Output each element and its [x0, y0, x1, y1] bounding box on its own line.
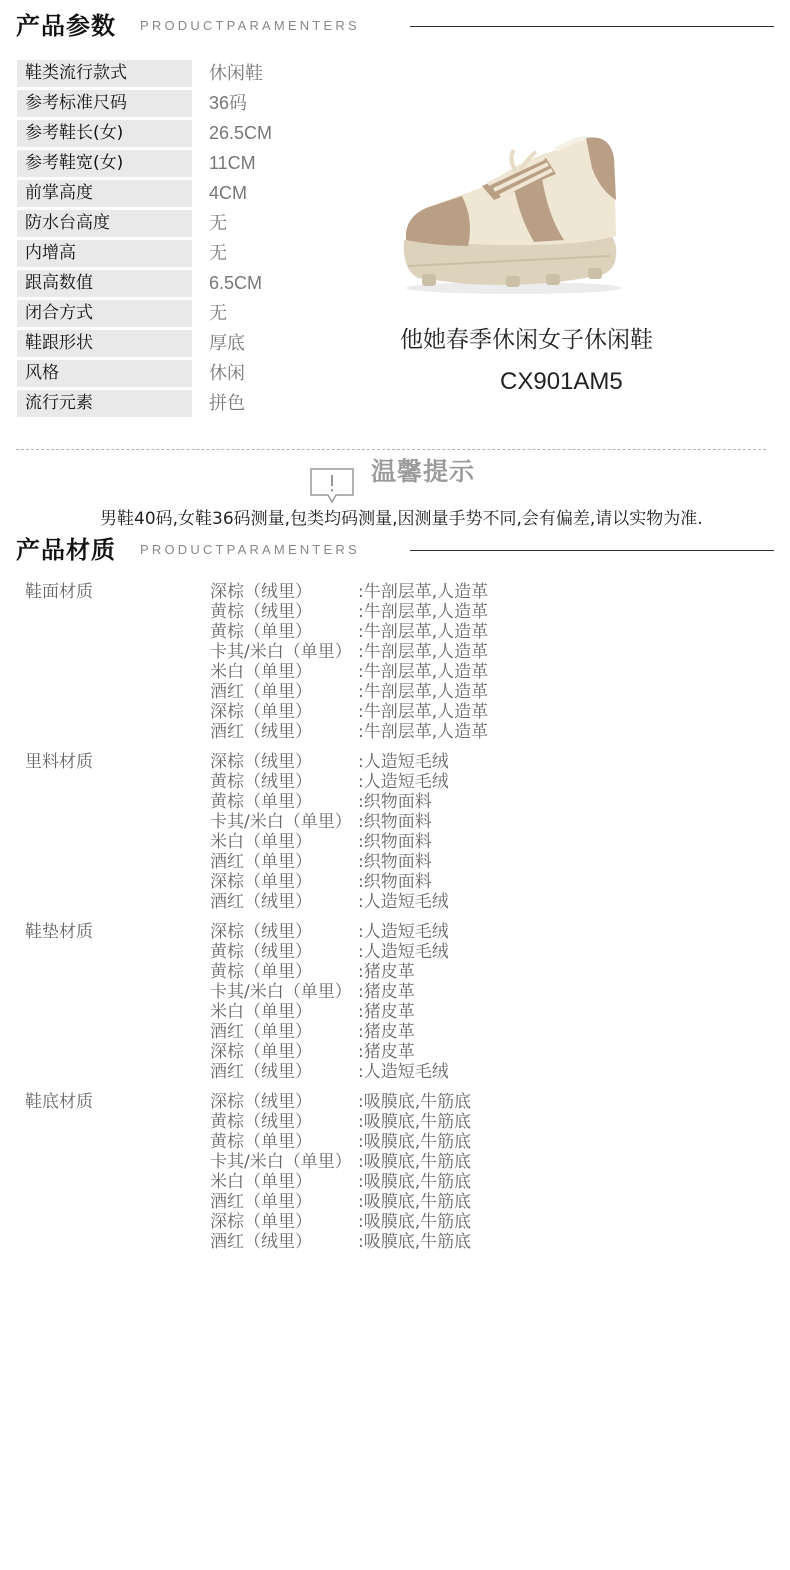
- material-variant: 深棕（绒里）: [210, 752, 312, 772]
- material-row: [210, 1092, 585, 1112]
- params-table: [17, 59, 357, 419]
- material-value: :吸膜底,牛筋底: [358, 1092, 472, 1112]
- material-row: [210, 922, 585, 942]
- material-row: [210, 1232, 585, 1252]
- material-variant: 米白（单里）: [210, 1002, 312, 1022]
- material-row: [210, 602, 585, 622]
- material-variant: 黄棕（单里）: [210, 622, 312, 642]
- material-value: :人造短毛绒: [358, 922, 449, 942]
- material-group-label: 鞋垫材质: [25, 922, 93, 942]
- material-row: [210, 1212, 585, 1232]
- params-section-subtitle: PRODUCTPARAMENTERS: [140, 18, 360, 33]
- material-value: :牛剖层革,人造革: [358, 662, 489, 682]
- material-row: [210, 642, 585, 662]
- material-value: :织物面料: [358, 792, 432, 812]
- material-value: :人造短毛绒: [358, 752, 449, 772]
- materials-section-title: 产品材质: [16, 536, 116, 564]
- material-value: :猪皮革: [358, 1002, 415, 1022]
- material-value: :牛剖层革,人造革: [358, 622, 489, 642]
- material-row: [210, 1192, 585, 1212]
- param-value: 4CM: [209, 183, 248, 203]
- material-row: [210, 772, 585, 792]
- material-group-label: 里料材质: [25, 752, 93, 772]
- material-value: :牛剖层革,人造革: [358, 682, 489, 702]
- material-value: :人造短毛绒: [358, 772, 449, 792]
- material-value: :牛剖层革,人造革: [358, 702, 489, 722]
- param-value: 无: [209, 243, 227, 263]
- product-code: CX901AM5: [500, 368, 623, 395]
- param-label: 风格: [17, 360, 192, 387]
- material-variant: 酒红（单里）: [210, 682, 312, 702]
- material-variant: 卡其/米白（单里）: [210, 812, 352, 832]
- material-value: :织物面料: [358, 832, 432, 852]
- notice-text: 男鞋40码,女鞋36码测量,包类均码测量,因测量手势不同,会有偏差,请以实物为准.: [100, 509, 703, 529]
- material-value: :猪皮革: [358, 962, 415, 982]
- param-value: 11CM: [209, 153, 256, 173]
- material-value: :织物面料: [358, 852, 432, 872]
- material-variant: 深棕（单里）: [210, 872, 312, 892]
- material-value: :织物面料: [358, 812, 432, 832]
- material-variant: 深棕（单里）: [210, 702, 312, 722]
- param-label: 流行元素: [17, 390, 192, 417]
- material-variant: 米白（单里）: [210, 832, 312, 852]
- material-row: [210, 812, 585, 832]
- param-label: 参考鞋宽(女): [17, 150, 192, 177]
- material-variant: 深棕（单里）: [210, 1042, 312, 1062]
- material-variant: 深棕（绒里）: [210, 582, 312, 602]
- material-value: :牛剖层革,人造革: [358, 602, 489, 622]
- material-value: :人造短毛绒: [358, 1062, 449, 1082]
- material-group-label: 鞋底材质: [25, 1092, 93, 1112]
- material-variant: 黄棕（单里）: [210, 962, 312, 982]
- material-value: :牛剖层革,人造革: [358, 642, 489, 662]
- param-row: [17, 239, 357, 269]
- param-row: [17, 269, 357, 299]
- section-divider-line: [410, 550, 774, 551]
- material-row: [210, 1152, 585, 1172]
- material-row: [210, 702, 585, 722]
- material-variant: 酒红（单里）: [210, 1192, 312, 1212]
- material-value: :人造短毛绒: [358, 942, 449, 962]
- material-row: [210, 792, 585, 812]
- material-value: :吸膜底,牛筋底: [358, 1212, 472, 1232]
- material-variant: 黄棕（单里）: [210, 1132, 312, 1152]
- material-row: [210, 752, 585, 772]
- material-variant: 米白（单里）: [210, 1172, 312, 1192]
- material-variant: 黄棕（绒里）: [210, 602, 312, 622]
- param-label: 前掌高度: [17, 180, 192, 207]
- material-group: [25, 1092, 585, 1252]
- material-value: :吸膜底,牛筋底: [358, 1152, 472, 1172]
- material-group-label: 鞋面材质: [25, 582, 93, 602]
- material-value: :吸膜底,牛筋底: [358, 1132, 472, 1152]
- material-row: [210, 1002, 585, 1022]
- material-group: [25, 752, 585, 912]
- material-value: :织物面料: [358, 872, 432, 892]
- material-variant: 黄棕（绒里）: [210, 1112, 312, 1132]
- material-variant: 卡其/米白（单里）: [210, 982, 352, 1002]
- material-value: :牛剖层革,人造革: [358, 582, 489, 602]
- materials-section-subtitle: PRODUCTPARAMENTERS: [140, 542, 360, 557]
- material-value: :吸膜底,牛筋底: [358, 1112, 472, 1132]
- param-row: [17, 59, 357, 89]
- material-row: [210, 1022, 585, 1042]
- param-value: 厚底: [209, 333, 245, 353]
- param-row: [17, 149, 357, 179]
- param-row: [17, 179, 357, 209]
- material-row: [210, 852, 585, 872]
- material-row: [210, 1132, 585, 1152]
- material-value: :吸膜底,牛筋底: [358, 1192, 472, 1212]
- materials-list: [25, 582, 585, 1262]
- material-row: [210, 982, 585, 1002]
- param-value: 26.5CM: [209, 123, 273, 143]
- param-label: 内增高: [17, 240, 192, 267]
- material-variant: 深棕（绒里）: [210, 922, 312, 942]
- param-value: 36码: [209, 93, 248, 113]
- material-value: :牛剖层革,人造革: [358, 722, 489, 742]
- param-label: 闭合方式: [17, 300, 192, 327]
- material-variant: 酒红（绒里）: [210, 892, 312, 912]
- material-value: :猪皮革: [358, 982, 415, 1002]
- param-value: 休闲鞋: [209, 63, 263, 83]
- param-row: [17, 89, 357, 119]
- material-row: [210, 682, 585, 702]
- params-section-header: [16, 9, 774, 43]
- material-value: :猪皮革: [358, 1022, 415, 1042]
- warning-icon: [309, 467, 355, 505]
- param-row: [17, 209, 357, 239]
- material-variant: 卡其/米白（单里）: [210, 642, 352, 662]
- material-variant: 深棕（绒里）: [210, 1092, 312, 1112]
- material-row: [210, 1112, 585, 1132]
- param-value: 无: [209, 213, 227, 233]
- material-variant: 黄棕（绒里）: [210, 942, 312, 962]
- material-variant: 酒红（单里）: [210, 1022, 312, 1042]
- notice-title: 温馨提示: [371, 457, 476, 486]
- material-group: [25, 922, 585, 1082]
- material-variant: 酒红（绒里）: [210, 1232, 312, 1252]
- material-variant: 酒红（单里）: [210, 852, 312, 872]
- material-group: [25, 582, 585, 742]
- material-variant: 米白（单里）: [210, 662, 312, 682]
- materials-section-header: [16, 533, 774, 567]
- params-section-title: 产品参数: [16, 12, 116, 40]
- param-label: 鞋类流行款式: [17, 60, 192, 87]
- param-label: 参考标准尺码: [17, 90, 192, 117]
- material-variant: 酒红（绒里）: [210, 1062, 312, 1082]
- param-label: 鞋跟形状: [17, 330, 192, 357]
- material-value: :猪皮革: [358, 1042, 415, 1062]
- param-row: [17, 389, 357, 419]
- param-row: [17, 299, 357, 329]
- material-row: [210, 1062, 585, 1082]
- material-variant: 卡其/米白（单里）: [210, 1152, 352, 1172]
- param-label: 参考鞋长(女): [17, 120, 192, 147]
- material-row: [210, 662, 585, 682]
- material-row: [210, 832, 585, 852]
- product-name: 他她春季休闲女子休闲鞋: [400, 327, 653, 353]
- material-variant: 黄棕（单里）: [210, 792, 312, 812]
- param-value: 拼色: [209, 393, 245, 413]
- dashed-divider: [16, 449, 766, 450]
- material-variant: 酒红（绒里）: [210, 722, 312, 742]
- section-divider-line: [410, 26, 774, 27]
- material-row: [210, 892, 585, 912]
- material-value: :吸膜底,牛筋底: [358, 1232, 472, 1252]
- material-row: [210, 872, 585, 892]
- material-row: [210, 962, 585, 982]
- param-row: [17, 329, 357, 359]
- material-row: [210, 722, 585, 742]
- material-variant: 深棕（单里）: [210, 1212, 312, 1232]
- sneaker-photo: [396, 128, 628, 296]
- material-row: [210, 1172, 585, 1192]
- material-row: [210, 1042, 585, 1062]
- param-row: [17, 359, 357, 389]
- material-value: :人造短毛绒: [358, 892, 449, 912]
- material-variant: 黄棕（绒里）: [210, 772, 312, 792]
- material-row: [210, 622, 585, 642]
- param-label: 跟高数值: [17, 270, 192, 297]
- param-row: [17, 119, 357, 149]
- material-row: [210, 582, 585, 602]
- param-value: 6.5CM: [209, 273, 263, 293]
- material-row: [210, 942, 585, 962]
- material-value: :吸膜底,牛筋底: [358, 1172, 472, 1192]
- param-value: 休闲: [209, 363, 245, 383]
- param-label: 防水台高度: [17, 210, 192, 237]
- param-value: 无: [209, 303, 227, 323]
